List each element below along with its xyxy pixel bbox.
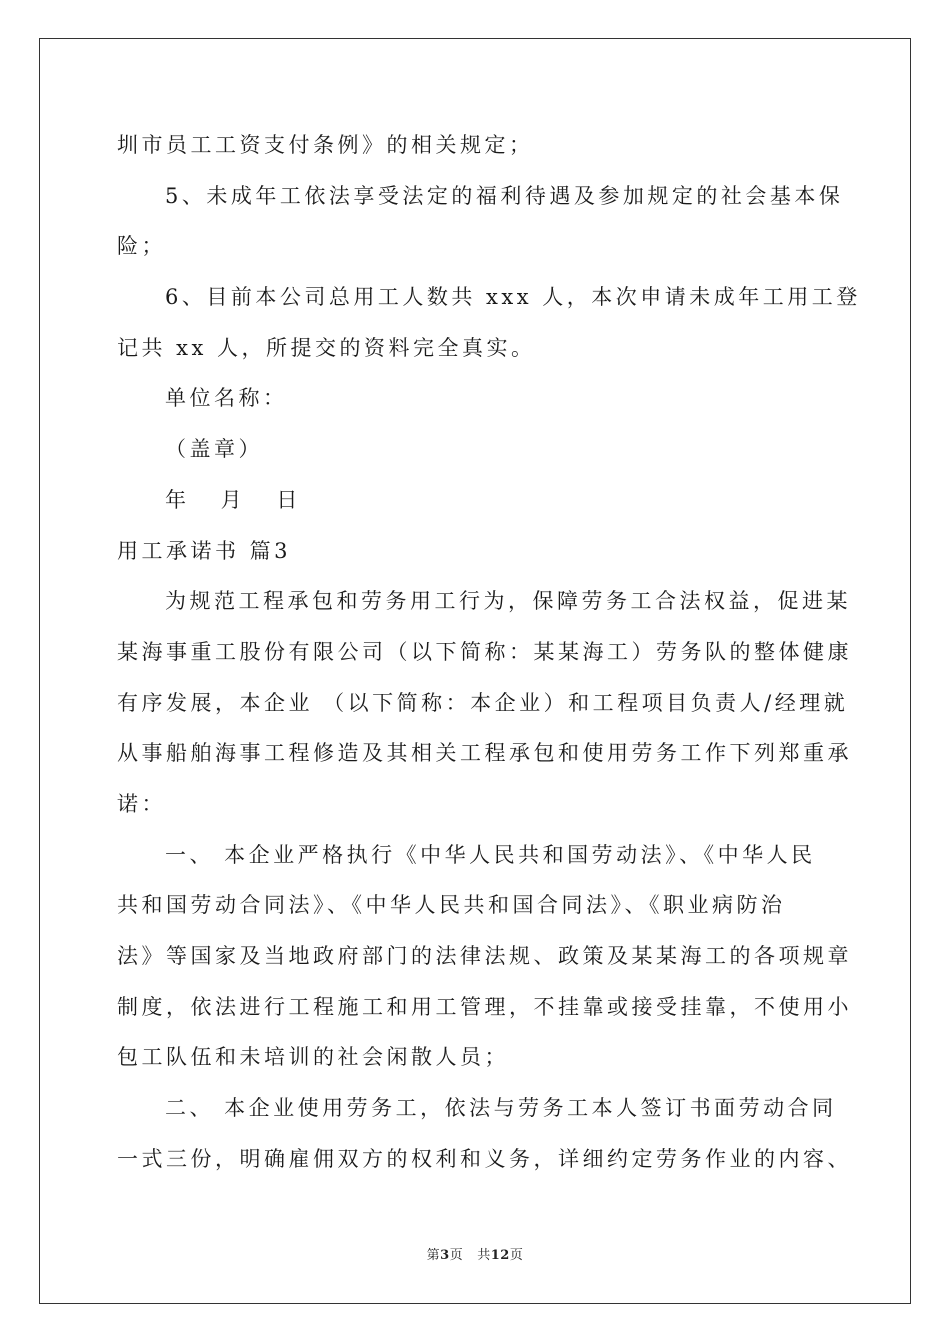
paragraph-line: 法》等国家及当地政府部门的法律法规、政策及某某海工的各项规章 — [117, 944, 852, 968]
paragraph-line: 5、未成年工依法享受法定的福利待遇及参加规定的社会基本保 — [165, 183, 844, 208]
paragraph-line: 险； — [117, 234, 166, 259]
paragraph-line: 记共 xx 人，所提交的资料完全真实。 — [117, 335, 536, 360]
paragraph-line: 有序发展，本企业 （以下简称：本企业）和工程项目负责人/经理就 — [117, 690, 849, 715]
page-footer — [0, 1247, 950, 1265]
paragraph-line: 圳市员工工资支付条例》的相关规定； — [117, 133, 534, 157]
section-heading: 用工承诺书 篇3 — [117, 538, 292, 563]
footer-page-unit: 页 — [449, 1248, 464, 1263]
document-body — [117, 128, 861, 1192]
footer-prefix: 第 — [426, 1248, 441, 1263]
paragraph-line: 一式三份，明确雇佣双方的权利和义务，详细约定劳务作业的内容、 — [117, 1146, 852, 1171]
total-pages-number: 12 — [490, 1248, 510, 1263]
seal-label: （盖章） — [165, 437, 263, 462]
footer-total-unit: 页 — [509, 1248, 524, 1263]
paragraph-line: 包工队伍和未培训的社会闲散人员； — [117, 1045, 509, 1070]
paragraph-line: 某海事重工股份有限公司（以下简称：某某海工）劳务队的整体健康 — [117, 639, 852, 664]
footer-total-prefix: 共 — [477, 1248, 491, 1263]
paragraph-line: 6、目前本公司总用工人数共 xxx 人，本次申请未成年工用工登 — [165, 285, 861, 310]
paragraph-line: 诺： — [117, 791, 166, 816]
paragraph-line: 二、 本企业使用劳务工，依法与劳务工本人签订书面劳动合同 — [165, 1096, 837, 1121]
paragraph-line: 制度，依法进行工程施工和用工管理，不挂靠或接受挂靠，不使用小 — [117, 994, 852, 1019]
unit-name-label: 单位名称： — [165, 386, 288, 411]
date-line: 年 月 日 — [165, 487, 312, 512]
current-page-number: 3 — [440, 1248, 450, 1263]
paragraph-line: 从事船舶海事工程修造及其相关工程承包和使用劳务工作下列郑重承 — [117, 741, 852, 766]
paragraph-line: 为规范工程承包和劳务用工行为，保障劳务工合法权益，促进某 — [165, 589, 851, 614]
paragraph-line: 一、 本企业严格执行《中华人民共和国劳动法》、《中华人民 — [165, 842, 816, 867]
paragraph-line: 共和国劳动合同法》、《中华人民共和国合同法》、《职业病防治 — [117, 893, 786, 918]
